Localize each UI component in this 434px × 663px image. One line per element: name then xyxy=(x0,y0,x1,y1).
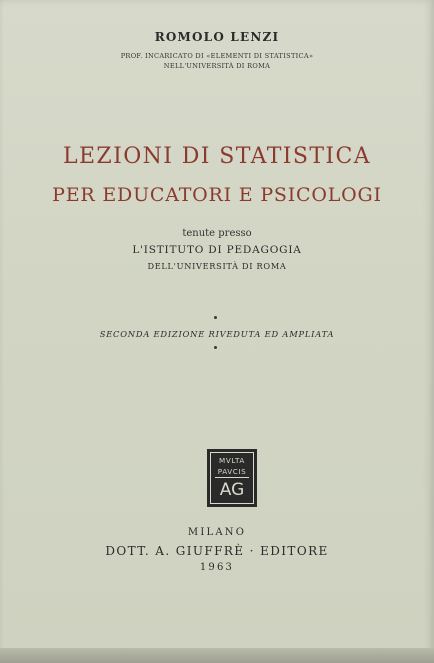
logo-motto-line-2: PAVCIS xyxy=(217,467,247,476)
book-title-line-1: LEZIONI DI STATISTICA xyxy=(62,144,372,169)
imprint-city: MILANO xyxy=(187,527,247,538)
author-role-line-1: PROF. INCARICATO DI «ELEMENTI DI STATISTICA» xyxy=(120,52,314,60)
logo-motto-line-1: MVLTA xyxy=(219,456,245,465)
publisher-logo xyxy=(207,449,257,507)
ornament-dot-bottom xyxy=(214,346,217,349)
logo-divider xyxy=(215,477,249,478)
author-name: ROMOLO LENZI xyxy=(154,30,280,44)
edition-note: SECONDA EDIZIONE RIVEDUTA ED AMPLIATA xyxy=(99,329,335,339)
author-role-line-2: NELL'UNIVERSITÀ DI ROMA xyxy=(163,62,271,70)
university-name: DELL'UNIVERSITÀ DI ROMA xyxy=(147,261,287,271)
imprint-year: 1963 xyxy=(199,562,235,573)
institute-name: L'ISTITUTO DI PEDAGOGIA xyxy=(132,244,302,256)
held-at-text: tenute presso xyxy=(182,228,252,239)
imprint-publisher: DOTT. A. GIUFFRÈ · EDITORE xyxy=(105,544,329,558)
logo-monogram: AG xyxy=(219,480,245,500)
book-title-line-2: PER EDUCATORI E PSICOLOGI xyxy=(52,184,382,206)
ornament-dot-top xyxy=(214,316,217,319)
cover-bottom-edge xyxy=(0,648,434,663)
publisher-logo-frame xyxy=(210,452,254,504)
